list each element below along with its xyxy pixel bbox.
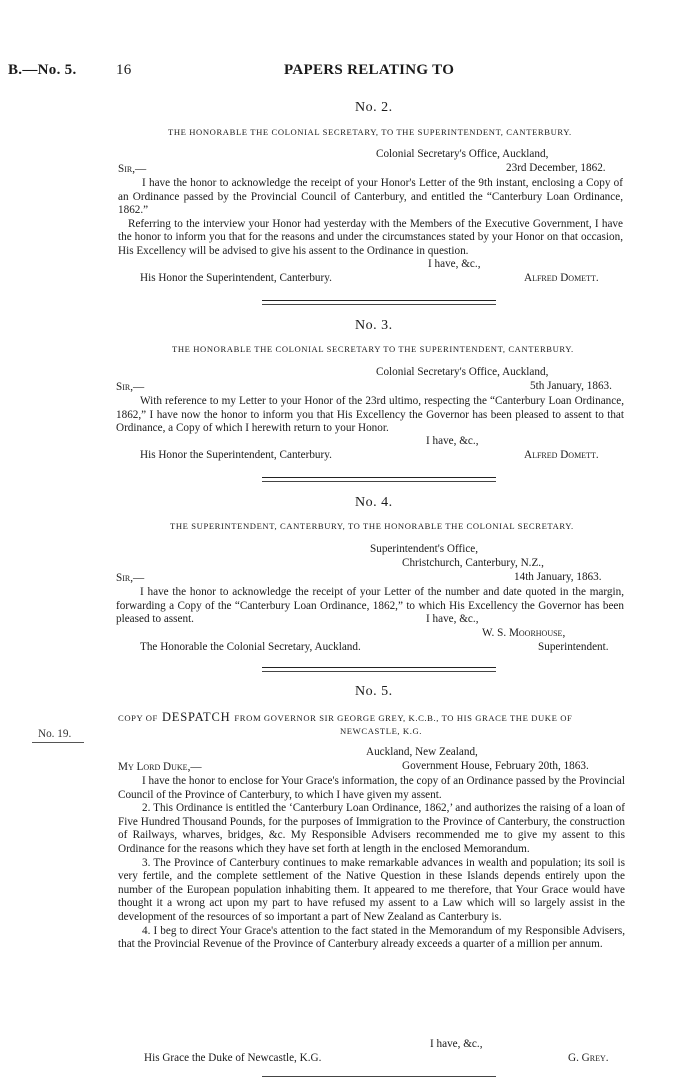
series-number: B.—No. 5. (8, 62, 77, 78)
divider-rule (262, 1076, 496, 1077)
letter-number: No. 3. (355, 318, 393, 333)
office-line: Auckland, New Zealand, (366, 746, 478, 758)
salutation: My Lord Duke,— (118, 761, 202, 773)
margin-rule (32, 742, 84, 743)
addressee: His Honor the Superintendent, Canterbury. (140, 449, 332, 461)
office-line: Christchurch, Canterbury, N.Z., (402, 557, 544, 569)
letter-number: No. 2. (355, 100, 393, 115)
paragraph: 2. This Ordinance is entitled the ‘Canterbury Loan Ordinance, 1862,’ and authorizes the raising of a loan of Five Hundred Thousand Pounds, for the purposes of Immigration to the Province of Canterbury, the construction of Railways, wharves, bridges, &c. My Responsible Advisers recommended me to give my assent to this Ordinance for the reasons which they have set forth at length in the enclosed Memorandum. (118, 802, 625, 855)
signature: W. S. Moorhouse, (482, 627, 566, 639)
signature: Alfred Domett. (524, 272, 599, 284)
letter-heading: THE SUPERINTENDENT, CANTERBURY, TO THE HONORABLE THE COLONIAL SECRETARY. (170, 521, 574, 531)
letter-body (118, 775, 625, 952)
letter-date: 14th January, 1863. (514, 571, 602, 583)
paragraph: I have the honor to acknowledge the receipt of your Honor's Letter of the 9th instant, enclosing a Copy of an Ordinance passed by the Provincial Council of Canterbury, and entitled the “Canterbury Loan Ordinance, 1862.” (118, 177, 623, 217)
divider-rule (262, 300, 496, 301)
letter-heading: COPY OF DESPATCH FROM GOVERNOR SIR GEORGE GREY, K.C.B., TO HIS GRACE THE DUKE OF (118, 710, 573, 724)
divider-rule (262, 304, 496, 305)
divider-rule (262, 671, 496, 672)
office-line: Government House, February 20th, 1863. (402, 760, 589, 772)
closing: I have, &c., (426, 613, 479, 625)
letter-number: No. 4. (355, 495, 393, 510)
letter-body (118, 177, 623, 259)
office-line: Colonial Secretary's Office, Auckland, (376, 148, 549, 160)
closing: I have, &c., (428, 258, 481, 270)
closing: I have, &c., (430, 1038, 483, 1050)
office-line: Colonial Secretary's Office, Auckland, (376, 366, 549, 378)
addressee: His Honor the Superintendent, Canterbury. (140, 272, 332, 284)
letter-number: No. 5. (355, 684, 393, 699)
divider-rule (262, 481, 496, 482)
divider-rule (262, 477, 496, 478)
addressee: The Honorable the Colonial Secretary, Auckland. (140, 641, 361, 653)
signature-title: Superintendent. (538, 641, 609, 653)
paragraph: Referring to the interview your Honor had yesterday with the Members of the Executive Government, I have the honor to inform you that for the reasons and under the circumstances stated by your Honor on that occasion, His Excellency will be advised to give his assent to the Ordinance in question. (118, 217, 623, 257)
letter-body (116, 395, 624, 436)
page-number: 16 (116, 62, 132, 78)
signature: Alfred Domett. (524, 449, 599, 461)
letter-date: 23rd December, 1862. (506, 162, 606, 174)
paragraph: With reference to my Letter to your Honor of the 23rd ultimo, respecting the “Canterbury Loan Ordinance, 1862,” I have now the honor to inform you that His Excellency the Governor has been pleased to assent to that Ordinance, a Copy of which I herewith return to your Honor. (116, 395, 624, 435)
letter-heading: THE HONORABLE THE COLONIAL SECRETARY TO THE SUPERINTENDENT, CANTERBURY. (172, 344, 574, 354)
paragraph: I have the honor to acknowledge the receipt of your Letter of the number and date quoted in the margin, forwarding a Copy of the “Canterbury Loan Ordinance, 1862,” to which His Excellency the Governor has been pleased to assent. (116, 586, 624, 626)
paragraph: 3. The Province of Canterbury continues to make remarkable advances in wealth and population; its soil is very fertile, and the complete settlement of the Native Question in these Islands depends entirely upon the number of the European population inhabiting them. It appeared to me therefore, that Your Grace would have thought it a wrong act upon my part to have refused my assent to a Law which will so largely assist in the development of the resources of so important a part of New Zealand as Canterbury is. (118, 856, 625, 923)
salutation: Sir,— (116, 572, 145, 584)
paragraph: I have the honor to enclose for Your Grace's information, the copy of an Ordinance passed by the Provincial Council of the Province of Canterbury, to which I have given my assent. (118, 775, 625, 801)
divider-rule (262, 667, 496, 668)
page-title: PAPERS RELATING TO (284, 62, 455, 78)
letter-heading-line2: NEWCASTLE, K.G. (340, 726, 423, 736)
salutation: Sir,— (116, 381, 145, 393)
letter-date: 5th January, 1863. (530, 380, 612, 392)
signature: G. Grey. (568, 1052, 609, 1064)
paragraph: 4. I beg to direct Your Grace's attention to the fact stated in the Memorandum of my Responsible Advisers, that the Provincial Revenue of the Province of Canterbury already exceeds a quarter of a million per annum. (118, 924, 625, 951)
margin-note: No. 19. (38, 728, 72, 740)
closing: I have, &c., (426, 435, 479, 447)
letter-heading: THE HONORABLE THE COLONIAL SECRETARY, TO THE SUPERINTENDENT, CANTERBURY. (168, 127, 572, 137)
salutation: Sir,— (118, 163, 147, 175)
office-line: Superintendent's Office, (370, 543, 479, 555)
addressee: His Grace the Duke of Newcastle, K.G. (144, 1052, 322, 1064)
letter-body (116, 586, 624, 627)
